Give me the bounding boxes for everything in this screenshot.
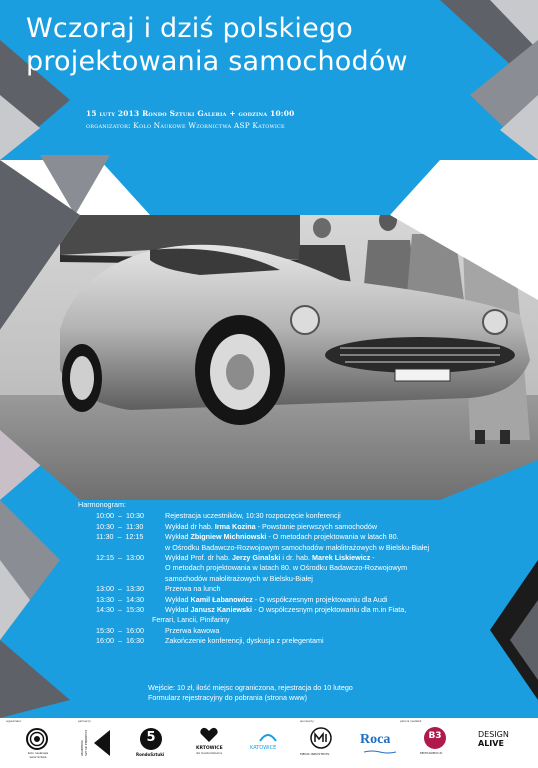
kolo-logo-text: koło naukowe wzornictwa (27, 751, 49, 759)
schedule-description (165, 595, 528, 605)
sponsor-bar (0, 718, 538, 768)
label-organizer: organizator: (6, 719, 22, 723)
be-logo-sub: BEDESIGNBOX.PL (420, 752, 443, 755)
schedule-row (78, 553, 528, 584)
schedule-text: - O współczesnym projektowaniu dla Audi (252, 594, 388, 604)
rondo-logo-text: RondoSztuki (136, 752, 165, 757)
speaker-name: Kamil Łabanowicz (190, 594, 253, 604)
mi-logo-text: MEDIA INDUSTRY.PL (300, 752, 330, 756)
speaker-name: Marek Liskiewicz (311, 553, 371, 563)
krtowice-logo-text: KRTOWICE (196, 746, 223, 751)
schedule-text: - O metodach projektowania w latach 80. (266, 532, 399, 542)
schedule-text: Przerwa kawowa (165, 625, 220, 635)
schedule-description (165, 532, 528, 553)
roca-wave-icon (364, 750, 396, 754)
schedule (78, 500, 528, 647)
schedule-time: 12:15 – 13:00 (96, 553, 144, 563)
schedule-row (78, 636, 528, 646)
krtowice-logo-sub: dla miasta Katowice (196, 752, 223, 755)
title-line-1: Wczoraj i dziś polskiego (26, 13, 353, 44)
schedule-time: 10:00 – 10:30 (96, 511, 144, 521)
katowice-logo-icon (258, 731, 278, 743)
event-info (86, 108, 294, 132)
design-alive-logo (478, 730, 509, 748)
design-logo-text: DESIGN (478, 730, 509, 739)
schedule-description (152, 605, 528, 626)
schedule-text: - Powstanie pierwszych samochodów (255, 521, 378, 531)
schedule-row (78, 626, 528, 636)
schedule-text: Przerwa na lunch (165, 584, 221, 594)
schedule-row (78, 532, 528, 553)
schedule-row (78, 584, 528, 594)
schedule-description (165, 511, 528, 521)
be-logo-text: B3 (428, 731, 442, 741)
schedule-text: i dr. hab. (280, 553, 312, 563)
schedule-text: Zakończenie konferencji, dyskusja z prelegentami (165, 636, 324, 646)
roca-logo-text: Roca (360, 732, 391, 747)
schedule-description (165, 584, 528, 594)
schedule-time: 13:30 – 14:30 (96, 594, 144, 604)
event-organizer-line: organizator: Koło Naukowe Wzornictwa ASP Katowice (86, 121, 285, 130)
schedule-time: 14:30 – 15:30 (96, 605, 144, 615)
schedule-text: Wykład (165, 594, 191, 604)
mi-logo-icon (310, 727, 332, 749)
poster-title (26, 12, 526, 78)
schedule-description (165, 636, 528, 646)
asp-logo-text: AKADEMIA SZTUK PIĘKNYCH (80, 730, 88, 756)
schedule-text: - (370, 553, 375, 563)
rondo-logo-number: 5 (146, 730, 156, 745)
katowice-logo-text: KATOWICE (250, 745, 277, 751)
schedule-row (78, 511, 528, 521)
schedule-time: 16:00 – 16:30 (96, 636, 144, 646)
label-sponsor: sponsorzy: (300, 719, 315, 723)
entry-line-1: Wejście: 10 zł, ilość miejsc ograniczona, rejestracja do 10 lutego (148, 683, 353, 692)
schedule-description (165, 626, 528, 636)
speaker-name: Zbigniew Michniowski (190, 532, 267, 542)
schedule-time: 13:00 – 13:30 (96, 584, 144, 594)
speaker-name: Janusz Kaniewski (190, 605, 253, 615)
event-date-line: 15 luty 2013 Rondo Sztuki Galeria + godzina 10:00 (86, 109, 295, 118)
asp-logo-icon (94, 730, 110, 756)
schedule-time: 10:30 – 11:30 (96, 521, 144, 531)
schedule-row (78, 605, 528, 626)
schedule-rows (78, 511, 528, 646)
schedule-description (165, 553, 528, 584)
schedule-time: 11:30 – 12:15 (96, 532, 144, 542)
schedule-text: - O współczesnym projektowaniu dla m.in Fiata, (252, 605, 407, 615)
title-line-2: projektowania samochodów (26, 46, 408, 77)
alive-logo-text: ALIVE (478, 739, 504, 748)
schedule-time: 15:30 – 16:00 (96, 625, 144, 635)
schedule-continuation: O metodach projektowania w latach 80. w Ośrodku Badawczo-Rozwojowym (165, 563, 408, 573)
schedule-text: Wykład (165, 605, 191, 615)
schedule-continuation: Ferrari, Lancii, Pinifariny (152, 615, 230, 625)
schedule-row (78, 595, 528, 605)
schedule-text: Wykład Prof. dr hab. (165, 553, 233, 563)
kolo-logo-icon (26, 728, 48, 750)
schedule-continuation: w Ośrodku Badawczo-Rozwojowym samochodów małolitrażowych w Bielsku-Białej (165, 542, 430, 552)
label-media: patroni medialni: (400, 719, 423, 723)
schedule-heading: Harmonogram: (78, 500, 126, 509)
entry-line-2: Formularz rejestracyjny do pobrania (strona www) (148, 693, 307, 703)
speaker-name: Irma Kozina (214, 521, 256, 531)
schedule-text: Rejestracja uczestników, 10:30 rozpoczęcie konferencji (165, 511, 341, 521)
schedule-text: Wykład dr hab. (165, 521, 215, 531)
schedule-description (165, 522, 528, 532)
label-partner: partnerzy: (78, 719, 92, 723)
schedule-row (78, 522, 528, 532)
entry-info (148, 683, 353, 704)
speaker-name: Jerzy Ginalski (232, 553, 281, 563)
schedule-text: Wykład (165, 532, 191, 542)
schedule-continuation: samochodów małolitrażowych w Bielsku-Białej (165, 573, 313, 583)
heart-icon (200, 727, 218, 743)
